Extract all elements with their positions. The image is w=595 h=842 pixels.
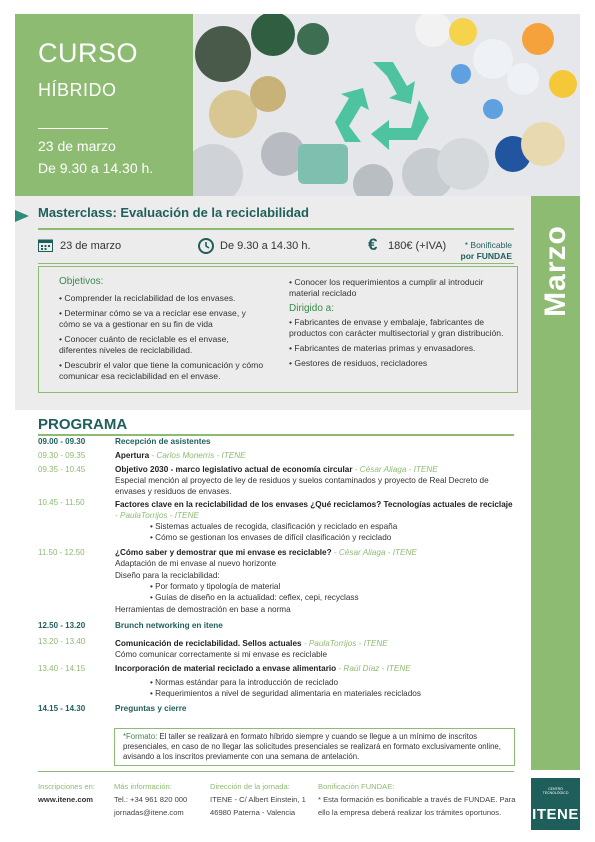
- format-note-text: El taller se realizará en formato híbrido siempre y cuando se llegue a un mínimo de inscritos presenciales, en caso de no llegar las solicitudes presenciales se realizará en formato exclusivamente online, avisando a los inscritos previamente con una semana de antelación.: [123, 732, 501, 761]
- objective-item: • Descubrir el valor que tiene la comunicación y cómo comunicar esa reciclabilidad en el envase.: [59, 360, 267, 382]
- program-session: Comunicación de reciclabilidad. Sellos actuales - PaulaTorrijos - ITENE: [115, 639, 388, 648]
- program-time: 10.45 - 11.50: [38, 498, 85, 507]
- euro-icon: €: [368, 235, 378, 254]
- objectives-box: [38, 266, 518, 393]
- objective-item: • Determinar cómo se va a reciclar ese envase, y cómo se va a gestionar en su fin de vida: [59, 308, 267, 330]
- program-session: Objetivo 2030 - marco legislativo actual de economía circular - César Aliaga - ITENE: [115, 465, 438, 474]
- program-session: ¿Cómo saber y demostrar que mi envase es reciclable? - César Aliaga - ITENE: [115, 548, 417, 557]
- info-date: 23 de marzo: [60, 240, 122, 252]
- footer-info-heading: Más información:: [114, 782, 172, 791]
- footer-phone: Tel.: +34 961 820 000: [114, 795, 188, 804]
- audience-list: [289, 317, 507, 369]
- program-title: Brunch networking en itene: [115, 621, 223, 630]
- footer-address-line: ITENE - C/ Albert Einstein, 1: [210, 795, 306, 804]
- program-speaker: - PaulaTorrijos - ITENE: [301, 639, 388, 648]
- program-speaker: - César Aliaga - ITENE: [331, 548, 417, 557]
- footer-fundae-heading: Bonificación FUNDAE:: [318, 782, 395, 791]
- program-heading: PROGRAMA: [38, 416, 128, 433]
- program-bullet: • Cómo se gestionan los envases de difícil clasificación y reciclado: [150, 532, 391, 543]
- objective-item: • Comprender la reciclabilidad de los envases.: [59, 293, 267, 304]
- footer-address-line: 46980 Paterna - Valencia: [210, 808, 296, 817]
- program-time: 09.35 - 10.45: [38, 465, 86, 474]
- program-bullet: • Guías de diseño en la actualidad: ceflex, cepi, recyclass: [150, 592, 359, 603]
- objective-item: • Conocer cuánto de reciclable es el envase, diferentes niveles de reciclabilidad.: [59, 334, 267, 356]
- program-speaker: - Raúl Díaz - ITENE: [336, 664, 411, 673]
- hero-divider: [38, 128, 108, 129]
- audience-item: • Gestores de residuos, recicladores: [289, 358, 507, 369]
- program-title: Recepción de asistentes: [115, 437, 211, 446]
- program-description: Diseño para la reciclabilidad:: [115, 571, 220, 580]
- title-marker-icon: [15, 210, 29, 222]
- audience-item: • Fabricantes de envase y embalaje, fabricantes de productos con carácter multisectorial y gran distribución.: [289, 317, 507, 339]
- program-description: Cómo comunicar correctamente si mi envase es reciclable: [115, 650, 328, 659]
- footer-divider: [38, 771, 514, 772]
- footer-fundae-text: ello la empresa deberá realizar los trámites oportunos.: [318, 808, 502, 817]
- program-bullet: • Por formato y tipología de material: [150, 581, 280, 592]
- program-time: 11.50 - 12.50: [38, 548, 85, 557]
- audience-item: • Fabricantes de materias primas y envasadores.: [289, 343, 507, 354]
- program-speaker: - PaulaTorrijos - ITENE: [115, 511, 199, 520]
- logo-tagline: CENTRO TECNOLÓGICO: [542, 787, 569, 795]
- program-time: 09.30 - 09.35: [38, 451, 86, 460]
- program-description: Especial mención al proyecto de ley de residuos y suelos contaminados y proyecto de Real Decreto de envases y residuos de envases.: [115, 476, 489, 496]
- info-time: De 9.30 a 14.30 h.: [220, 240, 311, 252]
- program-time: 13.20 - 13.40: [38, 637, 86, 646]
- program-time: 12.50 - 13.20: [38, 621, 86, 630]
- program-time: 14.15 - 14.30: [38, 704, 86, 713]
- objectives-list-continued: [289, 277, 507, 299]
- month-label: Marzo: [538, 225, 572, 317]
- objectives-column: [59, 276, 267, 386]
- program-session: Factores clave en la reciclabilidad de los envases ¿Qué reciclamos? Tecnologías actuales de reciclaje - PaulaTorrijos - ITENE: [115, 500, 513, 520]
- title-divider: [38, 228, 514, 230]
- objective-item: • Conocer los requerimientos a cumplir al introducir material reciclado: [289, 277, 507, 299]
- recycling-photo: [193, 14, 580, 196]
- clock-icon: [198, 238, 214, 259]
- program-bullet: • Requerimientos a nivel de seguridad alimentaria en materiales reciclados: [150, 688, 421, 699]
- course-title: Masterclass: Evaluación de la reciclabilidad: [38, 205, 309, 220]
- info-divider: [38, 263, 514, 264]
- audience-column: [289, 277, 507, 373]
- info-price: 180€ (+IVA): [388, 240, 447, 252]
- program-speaker: - César Aliaga - ITENE: [352, 465, 438, 474]
- program-bullet: • Normas estándar para la introducción de reciclado: [150, 677, 338, 688]
- program-bullet: • Sistemas actuales de recogida, clasificación y reciclado en españa: [150, 521, 397, 532]
- program-session: Apertura - Carlos Monerris - ITENE: [115, 451, 246, 460]
- footer-registration-heading: Inscripciones en:: [38, 782, 95, 791]
- hero-date: 23 de marzo: [38, 138, 116, 154]
- program-title: Preguntas y cierre: [115, 704, 187, 713]
- program-speaker: - Carlos Monerris - ITENE: [149, 451, 246, 460]
- objectives-list: [59, 293, 267, 382]
- hero-time: De 9.30 a 14.30 h.: [38, 160, 154, 176]
- objectives-heading: Objetivos:: [59, 276, 104, 287]
- course-mode-title: HÍBRIDO: [38, 80, 117, 100]
- footer-address-heading: Dirección de la jornada:: [210, 782, 290, 791]
- audience-heading: Dirigido a:: [289, 303, 335, 314]
- format-note: [114, 728, 515, 766]
- course-type-title: CURSO: [38, 38, 139, 68]
- format-note-label: *Formato:: [123, 732, 158, 741]
- logo-wordmark: ITENE: [532, 806, 579, 823]
- calendar-icon: [38, 238, 53, 257]
- program-description: Herramientas de demostración en base a norma: [115, 605, 291, 614]
- program-description: Adaptación de mi envase al nuevo horizonte: [115, 559, 277, 568]
- program-session: Incorporación de material reciclado a envase alimentario - Raúl Díaz - ITENE: [115, 664, 411, 673]
- program-time: 13.40 - 14.15: [38, 664, 86, 673]
- registration-link[interactable]: www.itene.com: [38, 795, 93, 804]
- footer-fundae-text: * Esta formación es bonificable a través de FUNDAE. Para: [318, 795, 516, 804]
- footer-email-link[interactable]: jornadas@itene.com: [114, 808, 184, 817]
- program-time: 09.00 - 09.30: [38, 437, 86, 446]
- bonificable-note: * Bonificable por FUNDAE: [460, 240, 512, 261]
